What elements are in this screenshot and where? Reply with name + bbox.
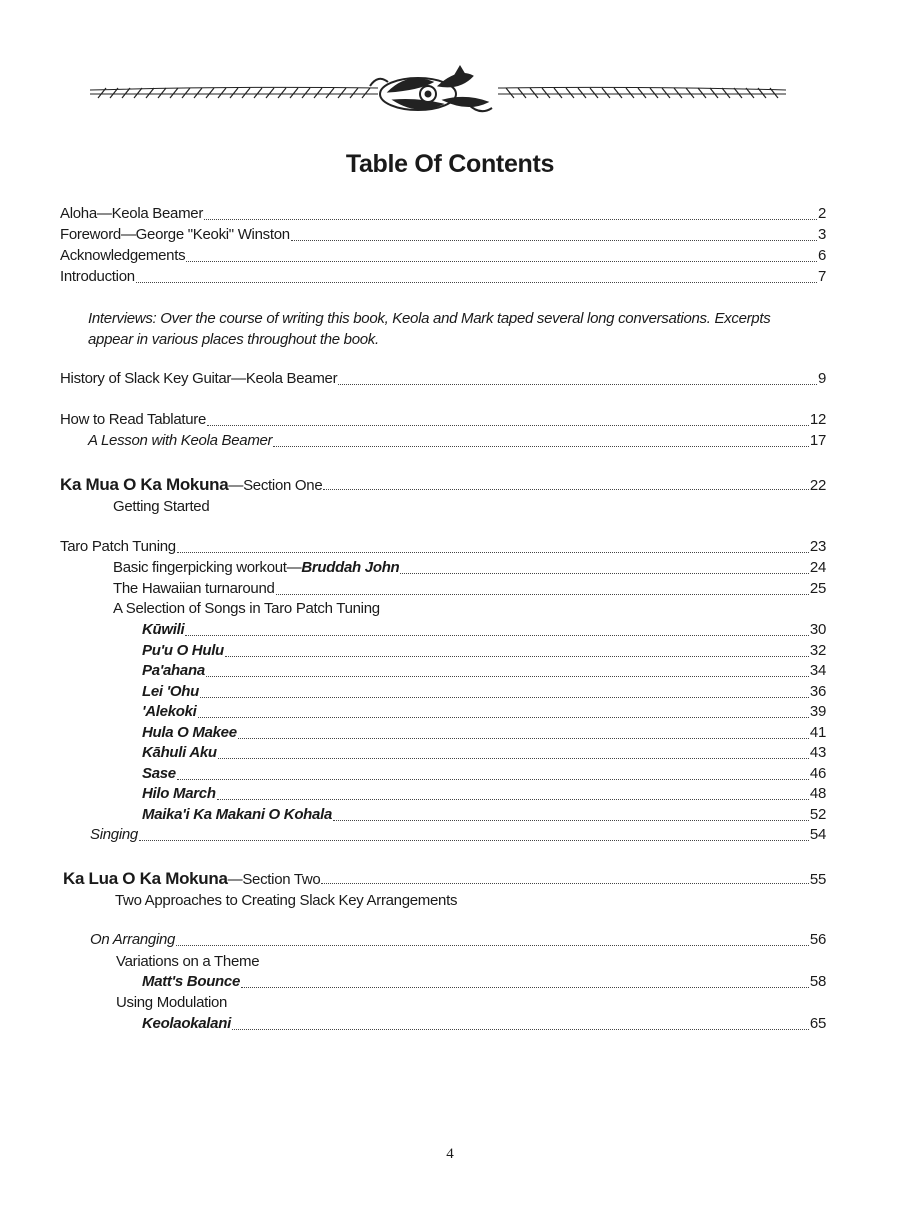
- toc-entry-section-two[interactable]: Ka Lua O Ka Mokuna—Section Two 55: [63, 869, 826, 888]
- toc-entry-song[interactable]: Hula O Makee 41: [142, 724, 826, 741]
- page-number: 4: [446, 1146, 454, 1162]
- toc-entry-section-one[interactable]: Ka Mua O Ka Mokuna—Section One 22: [60, 475, 826, 494]
- toc-entry-introduction[interactable]: Introduction 7: [60, 268, 826, 285]
- section-two-title: Ka Lua O Ka Mokuna: [63, 869, 228, 888]
- toc-entry-taro-patch[interactable]: Taro Patch Tuning 23: [60, 538, 826, 555]
- toc-entry-song[interactable]: Lei 'Ohu 36: [142, 683, 826, 700]
- toc-entry-on-arranging[interactable]: On Arranging 56: [90, 931, 826, 948]
- toc-entry-singing[interactable]: Singing 54: [90, 826, 826, 843]
- subheading-getting-started: Getting Started: [113, 498, 210, 515]
- toc-entry-song[interactable]: Keolaokalani 65: [142, 1015, 826, 1032]
- section-one-suffix: —Section One: [228, 477, 323, 494]
- toc-entry-history[interactable]: History of Slack Key Guitar—Keola Beamer 9: [60, 370, 826, 387]
- section-one-title: Ka Mua O Ka Mokuna: [60, 475, 229, 494]
- toc-entry-song[interactable]: 'Alekoki 39: [142, 703, 826, 720]
- toc-entry-turnaround[interactable]: The Hawaiian turnaround 25: [113, 580, 826, 597]
- toc-entry-song[interactable]: Sase 46: [142, 765, 826, 782]
- subheading-modulation: Using Modulation: [116, 994, 228, 1011]
- section-two-suffix: —Section Two: [227, 871, 321, 888]
- toc-entry-song[interactable]: Matt's Bounce 58: [142, 973, 826, 990]
- interviews-note: Interviews: Over the course of writing this book, Keola and Mark taped several long conversations. Excerpts appear in various places throughout the book.: [88, 310, 771, 348]
- page-title: Table Of Contents: [345, 150, 555, 178]
- subheading-selection: A Selection of Songs in Taro Patch Tuning: [113, 600, 380, 617]
- toc-entry-tablature[interactable]: How to Read Tablature 12: [60, 411, 826, 428]
- subheading-two-approaches: Two Approaches to Creating Slack Key Arrangements: [115, 892, 458, 909]
- toc-entry-song[interactable]: Pu'u O Hulu 32: [142, 642, 826, 659]
- subheading-variations: Variations on a Theme: [116, 953, 260, 970]
- toc-entry-song[interactable]: Pa'ahana 34: [142, 662, 826, 679]
- toc-entry-foreword[interactable]: Foreword—George "Keoki" Winston 3: [60, 226, 826, 243]
- toc-entry-song[interactable]: Kūwili 30: [142, 621, 826, 638]
- toc-entry-song[interactable]: Maika'i Ka Makani O Kohala 52: [142, 806, 826, 823]
- toc-entry-aloha[interactable]: Aloha—Keola Beamer 2: [60, 205, 826, 222]
- toc-entry-lesson[interactable]: A Lesson with Keola Beamer 17: [88, 432, 826, 449]
- table-of-contents: [60, 0, 826, 1100]
- toc-entry-acknowledgements[interactable]: Acknowledgements 6: [60, 247, 826, 264]
- toc-entry-song[interactable]: Hilo March 48: [142, 785, 826, 802]
- toc-entry-fingerpicking[interactable]: Basic fingerpicking workout—Bruddah John 24: [113, 559, 826, 576]
- toc-entry-song[interactable]: Kāhuli Aku 43: [142, 744, 826, 761]
